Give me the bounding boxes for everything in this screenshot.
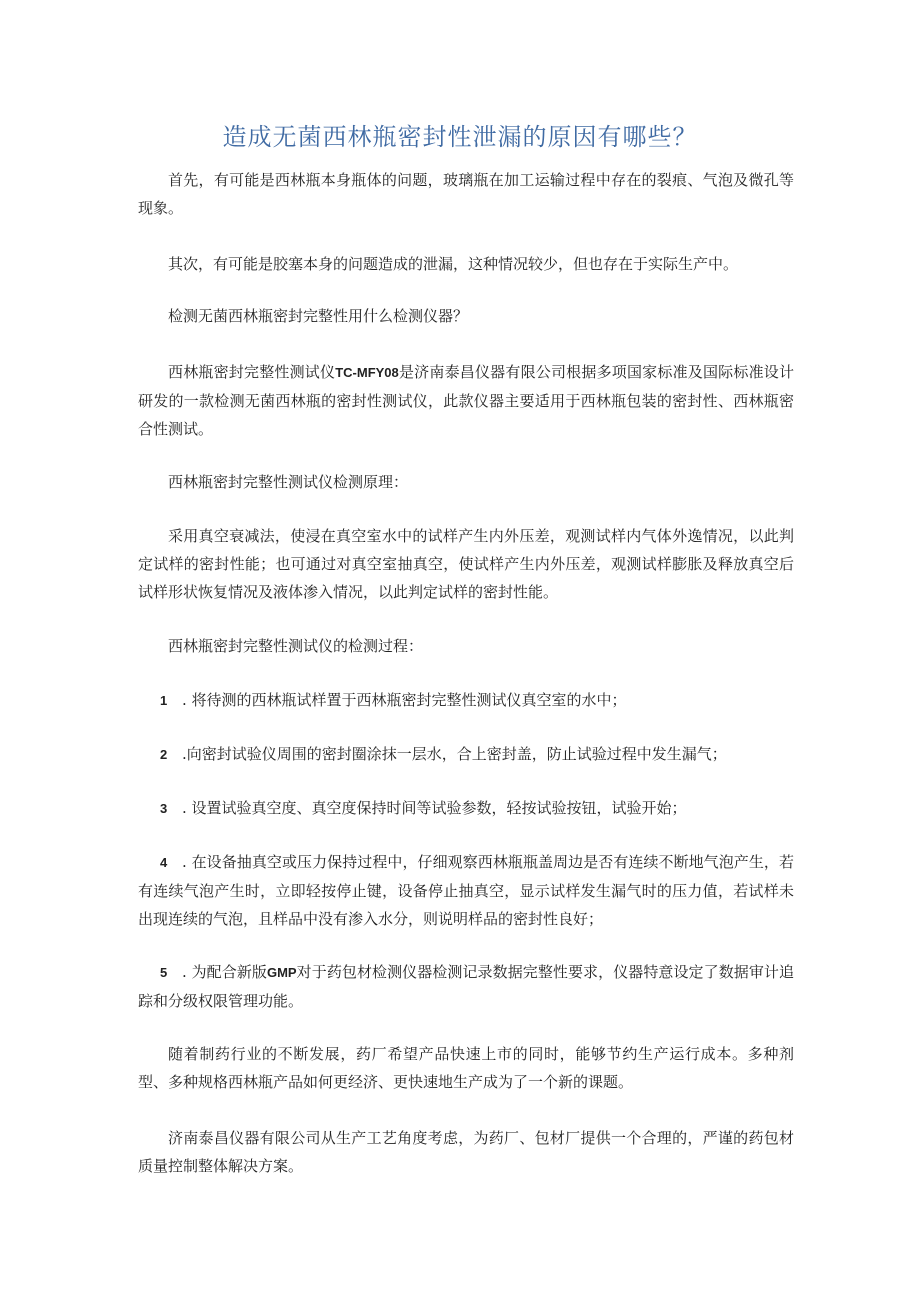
paragraph-process-heading: 西林瓶密封完整性测试仪的检测过程： [168, 637, 424, 655]
instrument-name: 西林瓶密封完整性测试仪 [168, 363, 336, 381]
step-text: .向密封试验仪周围的密封圈涂抹一层水，合上密封盖，防止试验过程中发生漏气； [182, 745, 727, 763]
step-number: 2 [160, 747, 168, 762]
step-text: . 设置试验真空度、真空度保持时间等试验参数，轻按试验按钮，试验开始； [182, 799, 687, 817]
instrument-description: 是济南泰昌仪器有限公司根据多项国家标准及国际标准设计研发的一款检测无菌西林瓶的密封性测试仪，此款仪器主要适用于西林瓶包装的密封性、西林瓶密合性测试。 [138, 363, 794, 438]
paragraph-question-instrument: 检测无菌西林瓶密封完整性用什么检测仪器？ [168, 307, 469, 325]
process-step [138, 686, 794, 715]
process-step [138, 848, 794, 933]
document-title: 造成无菌西林瓶密封性泄漏的原因有哪些？ [222, 123, 698, 151]
paragraph-principle-body: 采用真空衰减法，使浸在真空室水中的试样产生内外压差，观测试样内气体外逸情况，以此判定试样的密封性能；也可通过对真空室抽真空，使试样产生内外压差，观测试样膨胀及释放真空后试样形状恢复情况及液体渗入情况，以此判定试样的密封性能。 [138, 527, 794, 601]
step-number: 3 [160, 801, 168, 816]
paragraph-industry-development: 随着制药行业的不断发展，药厂希望产品快速上市的同时，能够节约生产运行成本。多种剂型、多种规格西林瓶产品如何更经济、更快速地生产成为了一个新的课题。 [138, 1045, 794, 1091]
process-step [138, 740, 794, 769]
step-number: 5 [160, 965, 168, 980]
process-step [138, 958, 794, 1015]
paragraph-company-solution: 济南泰昌仪器有限公司从生产工艺角度考虑，为药厂、包材厂提供一个合理的，严谨的药包材质量控制整体解决方案。 [138, 1129, 794, 1175]
step-number: 4 [160, 855, 168, 870]
step-text: . 将待测的西林瓶试样置于西林瓶密封完整性测试仪真空室的水中； [182, 691, 627, 709]
paragraph-stopper-leak: 其次，有可能是胶塞本身的问题造成的泄漏，这种情况较少，但也存在于实际生产中。 [168, 255, 739, 273]
paragraph-glass-defects: 首先，有可能是西林瓶本身瓶体的问题，玻璃瓶在加工运输过程中存在的裂痕、气泡及微孔等现象。 [138, 171, 794, 217]
paragraph-principle-heading: 西林瓶密封完整性测试仪检测原理： [168, 473, 409, 491]
gmp-code: GMP [266, 965, 297, 980]
step-text: . 为配合新版 [182, 963, 267, 981]
process-step [138, 794, 794, 823]
paragraph-instrument-intro [138, 358, 794, 443]
step-text: . 在设备抽真空或压力保持过程中，仔细观察西林瓶瓶盖周边是否有连续不断地气泡产生，若有连续气泡产生时，立即轻按停止键，设备停止抽真空，显示试样发生漏气时的压力值，若试样未出现连续的气泡，且样品中没有渗入水分，则说明样品的密封性良好； [138, 853, 794, 928]
instrument-model: TC-MFY08 [335, 365, 399, 380]
step-number: 1 [160, 693, 168, 708]
step-text: 对于药包材检测仪器检测记录数据完整性要求，仪器特意设定了数据审计追踪和分级权限管理功能。 [138, 963, 794, 1010]
